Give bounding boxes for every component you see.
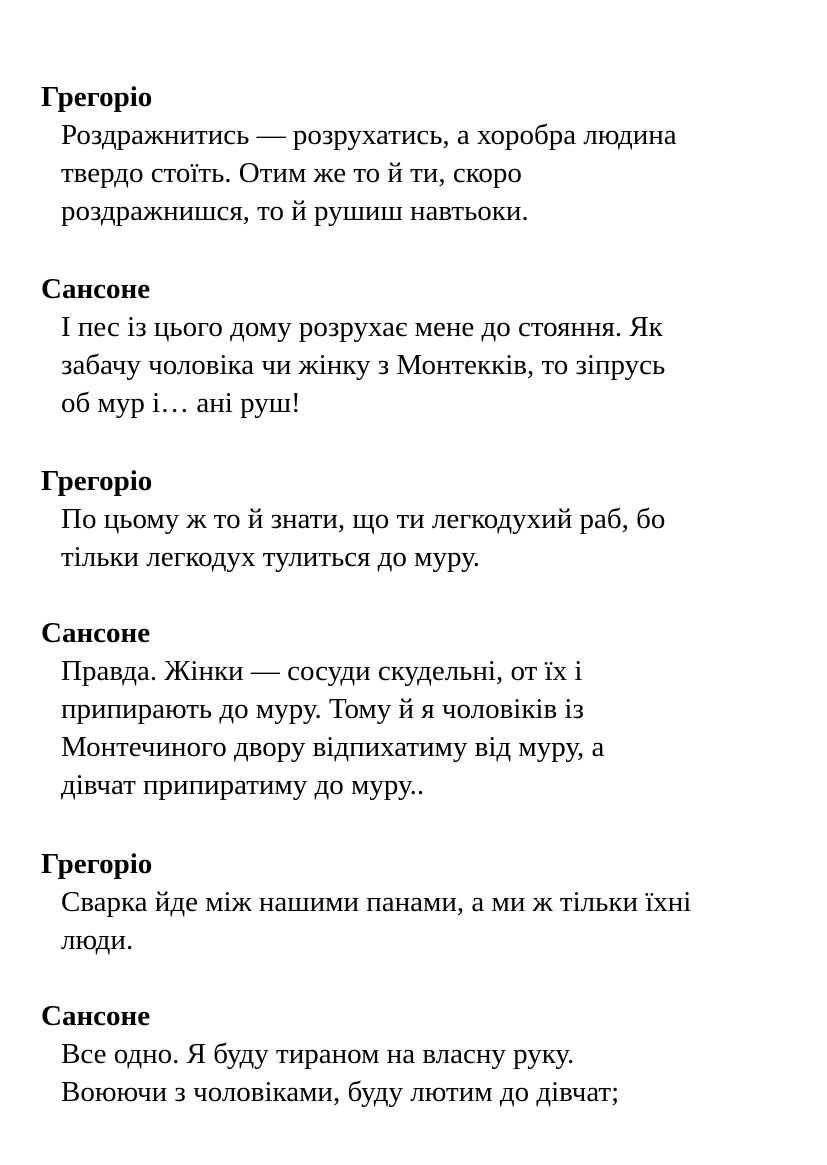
dialogue-block bbox=[41, 614, 801, 804]
dialogue-block bbox=[41, 845, 801, 959]
speaker-name: Сансоне bbox=[41, 617, 151, 649]
speech-line: роздражнишся, то й рушиш навтьоки. bbox=[61, 195, 529, 227]
speech-line: Все одно. Я буду тираном на власну руку. bbox=[61, 1038, 575, 1070]
speech-line: забачу чоловіка чи жінку з Монтекків, то зіпрусь bbox=[61, 349, 666, 381]
speech-line: І пес із цього дому розрухає мене до стояння. Як bbox=[61, 311, 663, 343]
speech-line: об мур і… ані руш! bbox=[61, 387, 301, 419]
dialogue-block bbox=[41, 462, 801, 576]
speaker-name: Сансоне bbox=[41, 1000, 151, 1032]
speech-line: Монтечиного двору відпихатиму від муру, а bbox=[61, 731, 605, 763]
dialogue-block bbox=[41, 997, 801, 1111]
speaker-name: Грегоріо bbox=[41, 81, 153, 113]
speech-line: дівчат припиратиму до муру.. bbox=[61, 769, 425, 801]
dialogue-block bbox=[41, 78, 801, 230]
speaker-name: Грегоріо bbox=[41, 848, 153, 880]
speech-line: По цьому ж то й знати, що ти легкодухий раб, бо bbox=[61, 503, 666, 535]
speech-line: тільки легкодух тулиться до муру. bbox=[61, 541, 480, 573]
speech-line: Правда. Жінки — сосуди скудельні, от їх і bbox=[61, 655, 583, 687]
speech-line: Роздражнитись — розрухатись, а хоробра людина bbox=[61, 119, 677, 151]
speaker-name: Сансоне bbox=[41, 273, 151, 305]
speech-line: Сварка йде між нашими панами, а ми ж тільки їхні bbox=[61, 886, 692, 918]
dialogue-block bbox=[41, 270, 801, 422]
speech-line: Воюючи з чоловіками, буду лютим до дівчат; bbox=[61, 1076, 620, 1108]
speech-line: люди. bbox=[61, 924, 134, 956]
speech-line: твердо стоїть. Отим же то й ти, скоро bbox=[61, 157, 522, 189]
speaker-name: Грегоріо bbox=[41, 465, 153, 497]
speech-line: припирають до муру. Тому й я чоловіків із bbox=[61, 693, 584, 725]
